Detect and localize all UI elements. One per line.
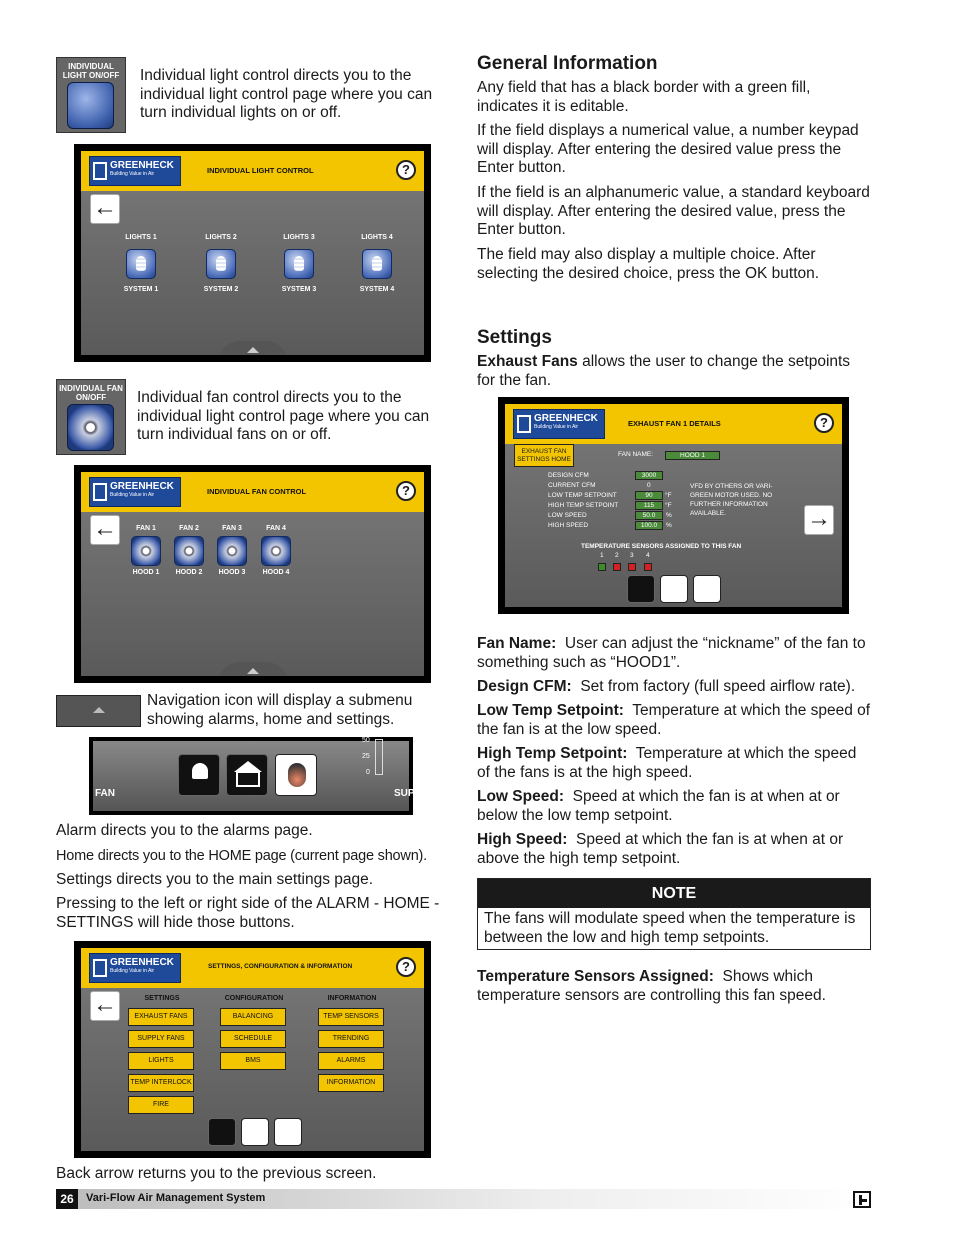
row-label: CURRENT CFM [548, 482, 596, 489]
navigation-tab-sample [56, 695, 141, 727]
fan-label: FAN 1 [136, 525, 156, 532]
individual-fan-tile [56, 379, 126, 455]
fan-control-screen [74, 465, 431, 683]
temp-sensors-term: Temperature Sensors Assigned: [477, 968, 714, 985]
definition-item [477, 831, 872, 868]
alarm-icon[interactable] [208, 1118, 236, 1146]
lightbulb-button[interactable] [284, 249, 314, 279]
temp-sensors-button[interactable]: TEMP SENSORS [318, 1008, 384, 1026]
light-label: LIGHTS 2 [205, 234, 237, 241]
column-header-information: INFORMATION [327, 995, 377, 1002]
submenu-right-label: SUP [394, 788, 415, 799]
home-description: Home directs you to the HOME page (current page shown). [56, 848, 428, 864]
note-box [477, 878, 871, 950]
exhaust-term: Exhaust Fans [477, 353, 578, 370]
general-para: If the field displays a numerical value, a number keypad will display. After entering the desired value press the Enter button. [477, 122, 859, 176]
screen-title: EXHAUST FAN 1 DETAILS [628, 419, 721, 428]
home-icon[interactable] [660, 575, 688, 603]
exhaust-fan-screen [498, 397, 849, 614]
system-label: SYSTEM 1 [123, 286, 159, 293]
definition-term: High Temp Setpoint: [477, 745, 628, 762]
scale-gauge [375, 739, 383, 775]
general-heading: General Information [477, 53, 658, 74]
help-icon[interactable]: ? [396, 481, 416, 501]
hood-label: HOOD 2 [175, 569, 203, 576]
row-label: LOW TEMP SETPOINT [548, 492, 617, 499]
row-label: HIGH SPEED [548, 522, 589, 529]
information-button[interactable]: INFORMATION [318, 1074, 384, 1092]
navigation-tab[interactable] [218, 341, 288, 355]
back-arrow-icon[interactable]: ← [90, 194, 120, 224]
back-description: Back arrow returns you to the previous screen. [56, 1165, 377, 1182]
definition-term: Design CFM: [477, 678, 572, 695]
light-description: Individual light control directs you to the individual light control page where you can turn individual lights on or off. [140, 67, 433, 121]
tile-caption: INDIVIDUAL LIGHT ON/OFF [62, 62, 120, 80]
settings-icon[interactable] [275, 754, 317, 796]
definition-item [477, 745, 872, 782]
definition-desc: Speed at which the fan is at when at or above the high temp setpoint. [477, 831, 844, 867]
help-icon[interactable]: ? [396, 957, 416, 977]
greenheck-logo: GREENHECK Building Value in Air [89, 953, 181, 983]
definition-term: Low Temp Setpoint: [477, 702, 624, 719]
temp-sensors-desc: Shows which temperature sensors are controlling this fan speed. [477, 968, 826, 1004]
definition-item [477, 678, 872, 697]
screen-header [81, 948, 424, 988]
column-header-settings: SETTINGS [144, 995, 180, 1002]
low-speed-field[interactable]: 50.0 [635, 511, 663, 520]
schedule-button[interactable]: SCHEDULE [220, 1030, 286, 1048]
hood-label: HOOD 3 [218, 569, 246, 576]
supply-fans-button[interactable]: SUPPLY FANS [128, 1030, 194, 1048]
temp-sensors-description [477, 968, 872, 1005]
lightbulb-button[interactable] [362, 249, 392, 279]
low-temp-setpoint-field[interactable]: 90 [635, 491, 663, 500]
definition-item [477, 788, 872, 825]
hood-label: HOOD 4 [262, 569, 290, 576]
fan-icon [67, 404, 114, 451]
system-label: SYSTEM 4 [359, 286, 395, 293]
definition-desc: Speed at which the fan is at when at or below the low temp setpoint. [477, 788, 840, 824]
lightbulb-button[interactable] [126, 249, 156, 279]
light-control-screen [74, 144, 431, 362]
greenheck-logo: GREENHECK Building Value in Air [513, 409, 605, 439]
fan-button[interactable] [174, 536, 204, 566]
definition-desc: Temperature at which the speed of the fan is at the low speed. [477, 702, 871, 738]
scale-label: 0 [366, 769, 370, 776]
note-text: The fans will modulate speed when the temperature is between the low and high temp setpoints. [484, 910, 856, 946]
screen-header [81, 472, 424, 512]
fan-name-field[interactable]: HOOD 1 [665, 451, 720, 460]
help-icon[interactable]: ? [396, 160, 416, 180]
unit-label: °F [665, 502, 672, 509]
definition-desc: User can adjust the “nickname” of the fan to something such as “HOOD1”. [477, 635, 866, 671]
fan-button[interactable] [261, 536, 291, 566]
high-speed-field[interactable]: 100.0 [635, 521, 663, 530]
unit-label: % [666, 522, 672, 529]
alarm-icon[interactable] [627, 575, 655, 603]
screen-title: INDIVIDUAL LIGHT CONTROL [207, 166, 314, 175]
alarm-description: Alarm directs you to the alarms page. [56, 822, 313, 839]
system-label: SYSTEM 3 [281, 286, 317, 293]
trending-button[interactable]: TRENDING [318, 1030, 384, 1048]
definition-term: Low Speed: [477, 788, 564, 805]
submenu-left-label: FAN [95, 788, 115, 799]
general-para: If the field is an alphanumeric value, a standard keyboard will display. After entering the desired value, press the Enter button. [477, 184, 870, 238]
lightbulb-button[interactable] [206, 249, 236, 279]
fan-button[interactable] [131, 536, 161, 566]
navigation-tab[interactable] [218, 662, 288, 676]
lights-button[interactable]: LIGHTS [128, 1052, 194, 1070]
alarm-icon[interactable] [178, 754, 220, 796]
nav-description: Navigation icon will display a submenu showing alarms, home and settings. [147, 692, 413, 728]
balancing-button[interactable]: BALANCING [220, 1008, 286, 1026]
unit-label: °F [665, 492, 672, 499]
column-header-configuration: CONFIGURATION [224, 995, 284, 1002]
fire-button[interactable]: FIRE [128, 1096, 194, 1114]
vfd-info: VFD BY OTHERS OR VARI-GREEN MOTOR USED. NO FURTHER INFORMATION AVAILABLE. [690, 483, 773, 517]
page-number: 26 [56, 1189, 78, 1209]
exhaust-description [477, 353, 872, 390]
fan-label: FAN 3 [222, 525, 242, 532]
exhaust-home-button[interactable]: EXHAUST FAN SETTINGS HOME [514, 444, 574, 467]
lightbulb-icon [67, 82, 114, 129]
sensor-indicator[interactable] [644, 563, 652, 571]
help-icon[interactable]: ? [814, 413, 834, 433]
scale-label: 50 [362, 737, 370, 744]
note-heading: NOTE [478, 879, 870, 908]
row-label: LOW SPEED [548, 512, 587, 519]
screen-header [81, 151, 424, 191]
page-footer [56, 1189, 872, 1209]
row-label: HIGH TEMP SETPOINT [548, 502, 619, 509]
home-icon[interactable] [226, 754, 268, 796]
sensors-title: TEMPERATURE SENSORS ASSIGNED TO THIS FAN [581, 543, 742, 550]
fan-description: Individual fan control directs you to the individual light control page where you can turn individual fans on or off. [137, 389, 430, 443]
tile-caption: INDIVIDUAL FAN ON/OFF [59, 384, 123, 402]
fan-name-label: FAN NAME: [618, 451, 654, 458]
fan-label: FAN 4 [266, 525, 286, 532]
scale-label: 25 [362, 753, 370, 760]
high-temp-setpoint-field[interactable]: 115 [635, 501, 663, 510]
light-label: LIGHTS 3 [283, 234, 315, 241]
row-label: DESIGN CFM [548, 472, 589, 479]
definition-desc: Set from factory (full speed airflow rate). [580, 678, 856, 695]
settings-icon[interactable] [693, 575, 721, 603]
sensor-indicator[interactable] [628, 563, 636, 571]
back-arrow-icon[interactable]: ← [90, 515, 120, 545]
sensor-indicator[interactable] [613, 563, 621, 571]
definition-item [477, 702, 872, 739]
current-cfm-value: 0 [647, 482, 651, 489]
screen-title: INDIVIDUAL FAN CONTROL [207, 487, 307, 496]
definition-term: High Speed: [477, 831, 568, 848]
forward-arrow-icon[interactable]: → [804, 505, 834, 535]
sensor-number: 3 [630, 552, 634, 559]
light-label: LIGHTS 4 [361, 234, 393, 241]
design-cfm-field[interactable]: 3000 [635, 471, 663, 480]
settings-screen [74, 941, 431, 1158]
home-icon[interactable] [241, 1118, 269, 1146]
system-label: SYSTEM 2 [203, 286, 239, 293]
sensor-number: 2 [615, 552, 619, 559]
definition-item [477, 635, 872, 672]
unit-label: % [666, 512, 672, 519]
greenheck-logo: GREENHECK Building Value in Air [89, 477, 181, 507]
sensor-indicator[interactable] [598, 563, 606, 571]
sensor-number: 1 [600, 552, 604, 559]
alarms-button[interactable]: ALARMS [318, 1052, 384, 1070]
screen-header [505, 404, 842, 444]
exhaust-desc: allows the user to change the setpoints for the fan. [477, 353, 851, 389]
settings-heading: Settings [477, 327, 552, 348]
hood-label: HOOD 1 [132, 569, 160, 576]
individual-light-tile [56, 57, 126, 133]
general-para: The field may also display a multiple choice. After selecting the desired choice, press the OK button. [477, 246, 820, 282]
pressing-description: Pressing to the left or right side of the ALARM - HOME - SETTINGS will hide those buttons. [56, 895, 440, 931]
greenheck-logo: GREENHECK Building Value in Air [89, 156, 181, 186]
submenu-strip [89, 737, 413, 815]
greenheck-logo-icon [853, 1191, 871, 1208]
footer-title: Vari-Flow Air Management System [86, 1192, 266, 1204]
light-label: LIGHTS 1 [125, 234, 157, 241]
sensor-number: 4 [646, 552, 650, 559]
general-para: Any field that has a black border with a green fill, indicates it is editable. [477, 79, 811, 115]
chevron-up-icon [93, 707, 105, 713]
definition-term: Fan Name: [477, 635, 557, 652]
exhaust-fans-button[interactable]: EXHAUST FANS [128, 1008, 194, 1026]
bms-button[interactable]: BMS [220, 1052, 286, 1070]
back-arrow-icon[interactable]: ← [90, 991, 120, 1021]
fan-button[interactable] [217, 536, 247, 566]
screen-title: SETTINGS, CONFIGURATION & INFORMATION [208, 963, 353, 970]
temp-interlock-button[interactable]: TEMP INTERLOCK [128, 1074, 194, 1092]
settings-icon[interactable] [274, 1118, 302, 1146]
fan-label: FAN 2 [179, 525, 199, 532]
definition-desc: Temperature at which the speed of the fans is at the high speed. [477, 745, 857, 781]
settings-description: Settings directs you to the main settings page. [56, 871, 374, 888]
